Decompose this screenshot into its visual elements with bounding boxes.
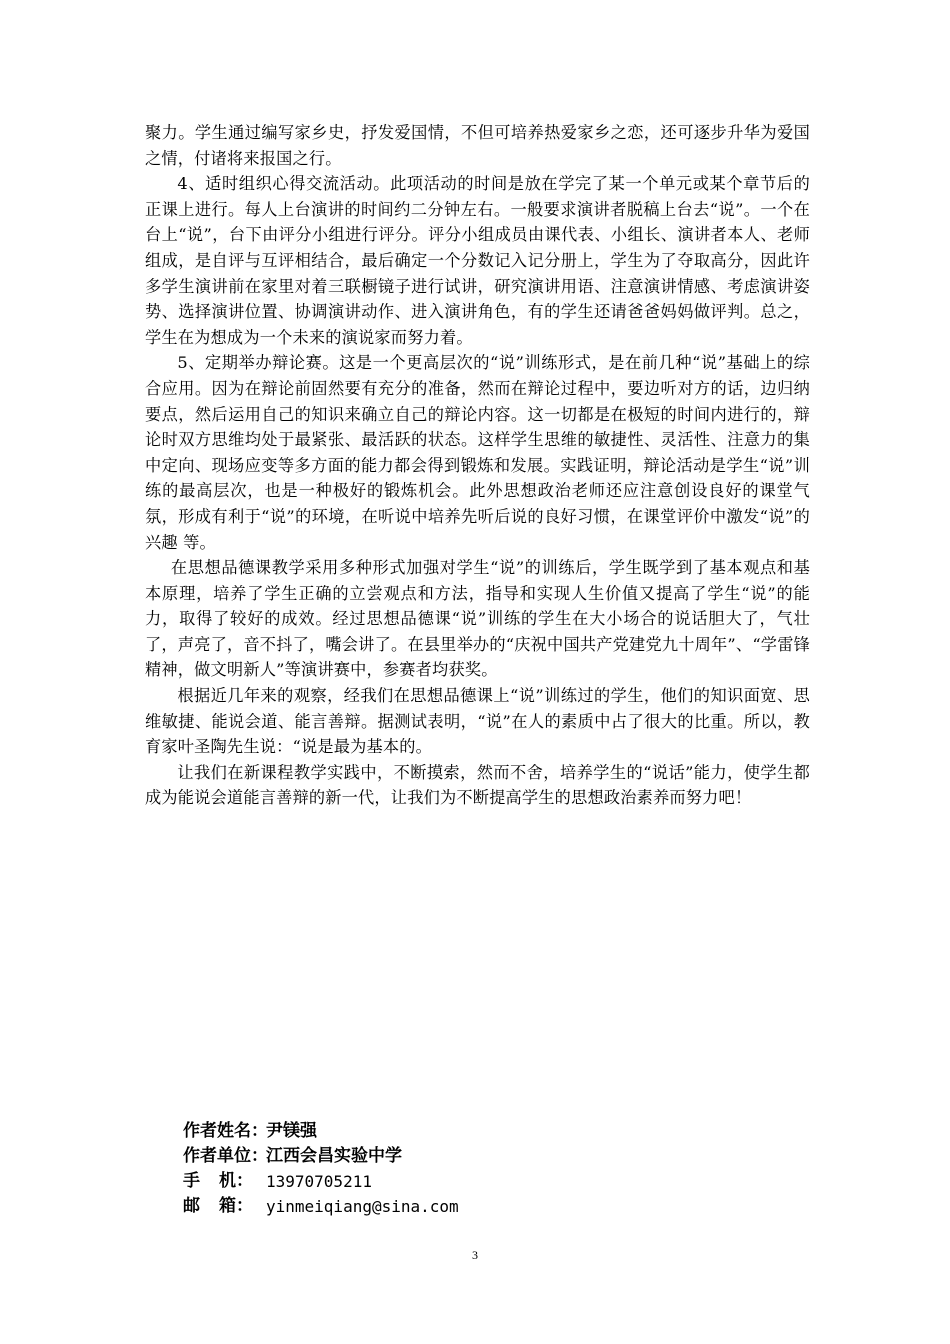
paragraph-observation: 根据近几年来的观察，经我们在思想品德课上“说”训练过的学生，他们的知识面宽、思维敏捷、能说会道、能言善辩。据测试表明，“说”在人的素质中占了很大的比重。所以，教育家叶圣陶先生说：“说是最为基本的。 xyxy=(145,686,810,757)
author-unit-row xyxy=(183,1144,459,1169)
author-info xyxy=(183,1119,459,1219)
author-name: 尹镁强 xyxy=(266,1121,317,1141)
paragraph-results: 在思想品德课教学采用多种形式加强对学生“说”的训练后，学生既学到了基本观点和基本原理，培养了学生正确的立尝观点和方法，指导和实现人生价值又提高了学生“说”的能力，取得了较好的成效。经过思想品德课“说”训练的学生在大小场合的说话胆大了，气壮了，声亮了，音不抖了，嘴会讲了。在县里举办的“庆祝中国共产党建党九十周年”、“学雷锋精神，做文明新人”等演讲赛中，参赛者均获奖。 xyxy=(145,558,810,680)
paragraph-item-5: 5、定期举办辩论赛。这是一个更高层次的“说”训练形式，是在前几种“说”基础上的综合应用。因为在辩论前固然要有充分的准备，然而在辩论过程中，要边听对方的话，边归纳要点，然后运用自己的知识来确立自己的辩论内容。这一切都是在极短的时间内进行的，辩论时双方思维均处于最紧张、最活跃的状态。这样学生思维的敏捷性、灵活性、注意力的集中定向、现场应变等多方面的能力都会得到锻炼和发展。实践证明，辩论活动是学生“说”训练的最高层次，也是一种极好的锻炼机会。此外思想政治老师还应注意创设良好的课堂气氛，形成有利于“说”的环境，在听说中培养先听后说的良好习惯，在课堂评价中激发“说”的兴趣 等。 xyxy=(145,353,810,552)
author-unit: 江西会昌实验中学 xyxy=(266,1146,402,1166)
author-email-label-part2: 箱： xyxy=(219,1196,253,1216)
author-phone-label-part2: 机： xyxy=(219,1171,253,1191)
author-phone: 13970705211 xyxy=(266,1172,372,1191)
author-unit-label: 作者单位： xyxy=(183,1146,268,1166)
author-phone-label xyxy=(183,1169,253,1194)
paragraph-item-4: 4、适时组织心得交流活动。此项活动的时间是放在学完了某一个单元或某个章节后的正课上进行。每人上台演讲的时间约二分钟左右。一般要求演讲者脱稿上台去“说”。一个在台上“说”，台下由评分小组进行评分。评分小组成员由课代表、小组长、演讲者本人、老师组成，是自评与互评相结合，最后确定一个分数记入记分册上，学生为了夺取高分，因此许多学生演讲前在家里对着三联橱镜子进行试讲，研究演讲用语、注意演讲情感、考虑演讲姿势、选择演讲位置、协调演讲动作、进入演讲角色，有的学生还请爸爸妈妈做评判。总之，学生在为想成为一个未来的演说家而努力着。 xyxy=(145,174,810,347)
paragraph-conclusion: 让我们在新课程教学实践中，不断摸索，然而不舍，培养学生的“说话”能力，使学生都成为能说会道能言善辩的新一代，让我们为不断提高学生的思想政治素养而努力吧！ xyxy=(145,762,810,808)
author-email-row xyxy=(183,1194,459,1219)
author-name-row xyxy=(183,1119,459,1144)
author-email-label xyxy=(183,1194,253,1219)
article-body xyxy=(145,120,810,811)
author-phone-label-part1: 手 xyxy=(183,1171,200,1191)
page-number: 3 xyxy=(472,1248,478,1262)
author-name-label: 作者姓名： xyxy=(183,1121,268,1141)
author-email-label-part1: 邮 xyxy=(183,1196,200,1216)
paragraph-continuation: 聚力。学生通过编写家乡史，抒发爱国情，不但可培养热爱家乡之恋，还可逐步升华为爱国之情，付诸将来报国之行。 xyxy=(145,123,810,168)
author-phone-row xyxy=(183,1169,459,1194)
author-email: yinmeiqiang@sina.com xyxy=(266,1197,459,1216)
